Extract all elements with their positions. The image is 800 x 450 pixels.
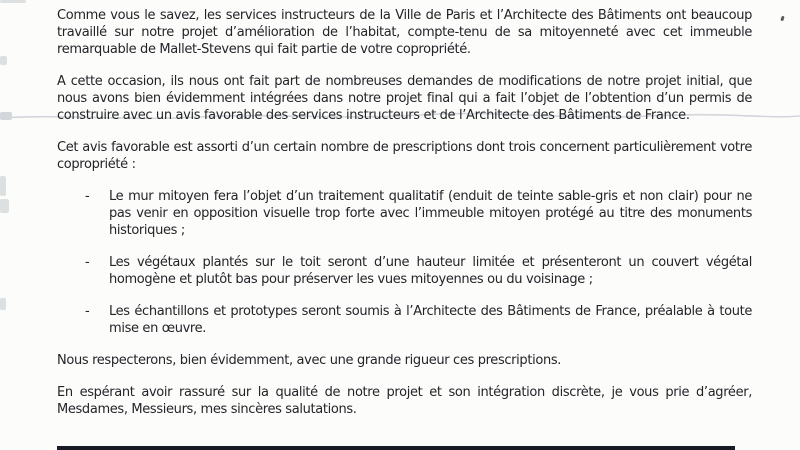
cutoff-dark-bar: [57, 446, 735, 450]
bullet-dash: -: [85, 189, 90, 204]
scan-smudge: [0, 112, 12, 120]
paragraph-closing: En espérant avoir rassuré sur la qualité de notre projet et son intégration discrète, je vous prie d’agréer, Mesdames, Messieurs, mes sincères salutations.: [57, 385, 752, 417]
scan-smudge: [0, 298, 6, 310]
bullet-dash: -: [85, 304, 90, 319]
paragraph-prescriptions-intro: Cet avis favorable est assorti d’un certain nombre de prescriptions dont trois concernent particulièrement votre copropriété :: [57, 140, 752, 172]
prescriptions-list: [85, 188, 752, 337]
list-item: [85, 303, 752, 337]
scan-smudge: [0, 176, 6, 196]
bullet-dash: -: [85, 255, 90, 270]
paragraph-modifications: A cette occasion, ils nous ont fait part de nombreuses demandes de modifications de notre projet initial, que nous avons bien évidemment intégrées dans notre projet final qui a fait l’objet de l’obtention d’un permis de construire avec un avis favorable des services instructeurs et de l’Architecte des Bâtiments de France.: [57, 74, 752, 123]
paragraph-opening: Comme vous le savez, les services instructeurs de la Ville de Paris et l’Architecte des Bâtiments ont beaucoup travaillé sur notre projet d’amélioration de l’habitat, compte-tenu de sa mitoyenneté avec cet immeuble remarquable de Mallet-Stevens qui fait partie de votre copropriété.: [57, 8, 752, 57]
scan-speck: [780, 16, 784, 22]
list-item: [85, 254, 752, 288]
bullet-text: Les échantillons et prototypes seront soumis à l’Architecte des Bâtiments de France, préalable à toute mise en œuvre.: [109, 304, 752, 336]
paragraph-commitment: Nous respecterons, bien évidemment, avec une grande rigueur ces prescriptions.: [57, 353, 562, 368]
scan-smudge: [0, 0, 26, 3]
letter-body: [57, 7, 752, 433]
list-item: [85, 188, 752, 239]
bullet-text: Les végétaux plantés sur le toit seront d’une hauteur limitée et présenteront un couvert végétal homogène et plutôt bas pour préserver les vues mitoyennes ou du voisinage ;: [109, 255, 752, 287]
scan-smudge: [0, 199, 9, 213]
bullet-text: Le mur mitoyen fera l’objet d’un traitement qualitatif (enduit de teinte sable-gris et non clair) pour ne pas venir en opposition visuelle trop forte avec l’immeuble mitoyen protégé au titre des monuments historiques ;: [109, 189, 752, 238]
scan-smudge: [0, 56, 7, 65]
